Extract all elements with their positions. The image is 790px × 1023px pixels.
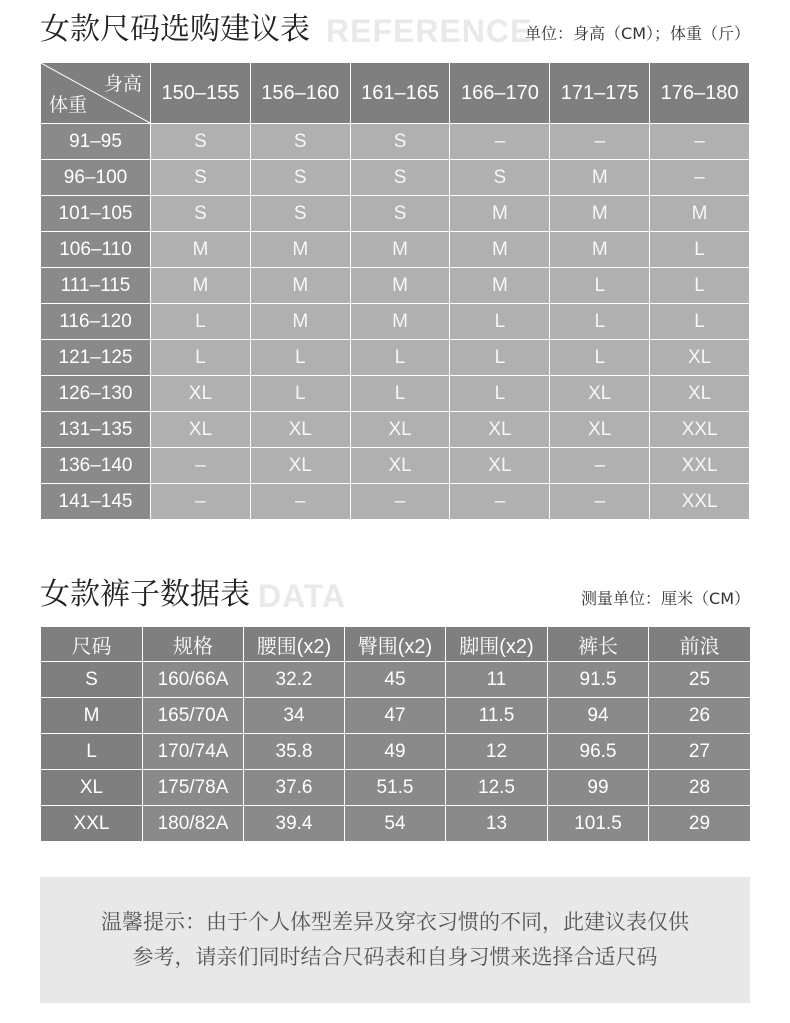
pants-data-header (40, 575, 750, 621)
recommended-size-cell: L (450, 304, 550, 340)
pants-column-header: 裤长 (548, 627, 649, 662)
recommended-size-cell: S (250, 160, 350, 196)
weight-range-cell: 136–140 (41, 448, 151, 484)
pants-value-cell: 25 (649, 662, 751, 698)
pants-value-cell: 11 (446, 662, 548, 698)
pants-table-header-row (41, 627, 751, 662)
weight-range-cell: 126–130 (41, 376, 151, 412)
weight-range-cell: 106–110 (41, 232, 151, 268)
weight-range-cell: 141–145 (41, 484, 151, 520)
corner-header-cell (41, 63, 151, 124)
pants-value-cell: 12.5 (446, 770, 548, 806)
pants-value-cell: 51.5 (345, 770, 446, 806)
pants-value-cell: 175/78A (143, 770, 244, 806)
recommended-size-cell: L (151, 304, 251, 340)
recommended-size-cell: S (250, 196, 350, 232)
weight-range-cell: 131–135 (41, 412, 151, 448)
recommended-size-cell: – (550, 448, 650, 484)
height-range-header: 176–180 (650, 63, 750, 124)
recommended-size-cell: – (550, 124, 650, 160)
recommended-size-cell: XXL (650, 484, 750, 520)
size-table-row (41, 160, 750, 196)
recommended-size-cell: XL (151, 376, 251, 412)
size-guide-header (40, 10, 750, 56)
weight-range-cell: 111–115 (41, 268, 151, 304)
pants-column-header: 臀围(x2) (345, 627, 446, 662)
recommended-size-cell: M (350, 304, 450, 340)
recommended-size-cell: – (151, 484, 251, 520)
recommended-size-cell: S (250, 124, 350, 160)
pants-size-cell: S (41, 662, 143, 698)
recommended-size-cell: M (350, 232, 450, 268)
corner-height-label: 身高 (103, 74, 142, 95)
pants-table-row (41, 662, 751, 698)
pants-value-cell: 47 (345, 698, 446, 734)
size-guide-unit-note: 单位：身高（CM）；体重（斤） (525, 24, 750, 43)
recommended-size-cell: L (250, 376, 350, 412)
tip-box (40, 877, 750, 1003)
size-table-row (41, 412, 750, 448)
height-range-header: 171–175 (550, 63, 650, 124)
recommended-size-cell: M (250, 268, 350, 304)
size-guide-title: 女款尺码选购建议表 (40, 12, 310, 47)
recommended-size-cell: S (151, 124, 251, 160)
recommended-size-cell: L (650, 268, 750, 304)
recommended-size-cell: – (450, 484, 550, 520)
pants-column-header: 腰围(x2) (244, 627, 345, 662)
size-guide-title-en: REFERENCE (326, 13, 533, 49)
pants-column-header: 前浪 (649, 627, 751, 662)
pants-value-cell: 29 (649, 806, 751, 842)
recommended-size-cell: M (550, 196, 650, 232)
height-range-header: 156–160 (250, 63, 350, 124)
size-table-row (41, 484, 750, 520)
recommended-size-cell: XL (350, 448, 450, 484)
pants-value-cell: 13 (446, 806, 548, 842)
recommended-size-cell: S (450, 160, 550, 196)
recommended-size-cell: L (550, 304, 650, 340)
pants-column-header: 脚围(x2) (446, 627, 548, 662)
pants-value-cell: 54 (345, 806, 446, 842)
recommended-size-cell: S (350, 160, 450, 196)
recommended-size-cell: S (350, 196, 450, 232)
size-table-row (41, 340, 750, 376)
recommended-size-cell: XL (550, 376, 650, 412)
pants-data-table (40, 626, 751, 842)
tip-text (40, 905, 750, 975)
recommended-size-cell: L (650, 232, 750, 268)
size-recommendation-table (40, 62, 750, 520)
recommended-size-cell: XL (650, 376, 750, 412)
recommended-size-cell: – (650, 160, 750, 196)
pants-value-cell: 101.5 (548, 806, 649, 842)
recommended-size-cell: L (350, 376, 450, 412)
pants-value-cell: 165/70A (143, 698, 244, 734)
pants-size-cell: M (41, 698, 143, 734)
pants-value-cell: 94 (548, 698, 649, 734)
pants-value-cell: 37.6 (244, 770, 345, 806)
recommended-size-cell: L (350, 340, 450, 376)
recommended-size-cell: M (550, 232, 650, 268)
recommended-size-cell: – (151, 448, 251, 484)
recommended-size-cell: M (450, 232, 550, 268)
pants-value-cell: 26 (649, 698, 751, 734)
recommended-size-cell: XL (550, 412, 650, 448)
recommended-size-cell: – (650, 124, 750, 160)
pants-column-header: 尺码 (41, 627, 143, 662)
weight-range-cell: 121–125 (41, 340, 151, 376)
pants-column-header: 规格 (143, 627, 244, 662)
size-table-row (41, 448, 750, 484)
size-table-row (41, 232, 750, 268)
pants-table-row (41, 806, 751, 842)
recommended-size-cell: XL (250, 448, 350, 484)
recommended-size-cell: L (450, 340, 550, 376)
pants-value-cell: 11.5 (446, 698, 548, 734)
size-table-row (41, 124, 750, 160)
tip-line-1: 温馨提示：由于个人体型差异及穿衣习惯的不同，此建议表仅供 (101, 910, 689, 934)
recommended-size-cell: – (250, 484, 350, 520)
recommended-size-cell: M (550, 160, 650, 196)
recommended-size-cell: – (450, 124, 550, 160)
pants-data-title-en: DATA (258, 578, 347, 614)
recommended-size-cell: XXL (650, 412, 750, 448)
recommended-size-cell: M (450, 268, 550, 304)
recommended-size-cell: M (250, 304, 350, 340)
pants-size-cell: L (41, 734, 143, 770)
pants-value-cell: 45 (345, 662, 446, 698)
height-range-header: 150–155 (151, 63, 251, 124)
size-table-row (41, 196, 750, 232)
recommended-size-cell: – (350, 484, 450, 520)
recommended-size-cell: XL (650, 340, 750, 376)
recommended-size-cell: – (550, 484, 650, 520)
pants-value-cell: 28 (649, 770, 751, 806)
pants-value-cell: 32.2 (244, 662, 345, 698)
pants-data-title: 女款裤子数据表 (40, 577, 250, 612)
weight-range-cell: 116–120 (41, 304, 151, 340)
recommended-size-cell: L (250, 340, 350, 376)
recommended-size-cell: L (550, 340, 650, 376)
pants-value-cell: 180/82A (143, 806, 244, 842)
size-table-row (41, 304, 750, 340)
recommended-size-cell: L (550, 268, 650, 304)
pants-value-cell: 99 (548, 770, 649, 806)
size-table-row (41, 376, 750, 412)
pants-value-cell: 49 (345, 734, 446, 770)
weight-range-cell: 101–105 (41, 196, 151, 232)
pants-value-cell: 39.4 (244, 806, 345, 842)
recommended-size-cell: L (450, 376, 550, 412)
recommended-size-cell: XXL (650, 448, 750, 484)
size-table-header-row (41, 63, 750, 124)
pants-value-cell: 96.5 (548, 734, 649, 770)
recommended-size-cell: M (650, 196, 750, 232)
recommended-size-cell: XL (250, 412, 350, 448)
pants-value-cell: 34 (244, 698, 345, 734)
pants-value-cell: 12 (446, 734, 548, 770)
recommended-size-cell: XL (450, 412, 550, 448)
pants-data-unit-note: 测量单位：厘米（CM） (581, 589, 750, 608)
pants-value-cell: 91.5 (548, 662, 649, 698)
recommended-size-cell: M (350, 268, 450, 304)
height-range-header: 161–165 (350, 63, 450, 124)
pants-size-cell: XXL (41, 806, 143, 842)
pants-table-row (41, 698, 751, 734)
recommended-size-cell: S (151, 196, 251, 232)
recommended-size-cell: XL (151, 412, 251, 448)
pants-size-cell: XL (41, 770, 143, 806)
weight-range-cell: 91–95 (41, 124, 151, 160)
recommended-size-cell: M (151, 268, 251, 304)
recommended-size-cell: XL (350, 412, 450, 448)
height-range-header: 166–170 (450, 63, 550, 124)
pants-value-cell: 35.8 (244, 734, 345, 770)
pants-value-cell: 160/66A (143, 662, 244, 698)
recommended-size-cell: L (650, 304, 750, 340)
pants-table-row (41, 734, 751, 770)
recommended-size-cell: L (151, 340, 251, 376)
pants-value-cell: 170/74A (143, 734, 244, 770)
recommended-size-cell: M (250, 232, 350, 268)
corner-weight-label: 体重 (49, 95, 88, 116)
size-table-row (41, 268, 750, 304)
recommended-size-cell: S (151, 160, 251, 196)
recommended-size-cell: M (450, 196, 550, 232)
weight-range-cell: 96–100 (41, 160, 151, 196)
recommended-size-cell: M (151, 232, 251, 268)
recommended-size-cell: S (350, 124, 450, 160)
recommended-size-cell: XL (450, 448, 550, 484)
pants-value-cell: 27 (649, 734, 751, 770)
tip-line-2: 参考，请亲们同时结合尺码表和自身习惯来选择合适尺码 (132, 945, 658, 969)
pants-table-row (41, 770, 751, 806)
